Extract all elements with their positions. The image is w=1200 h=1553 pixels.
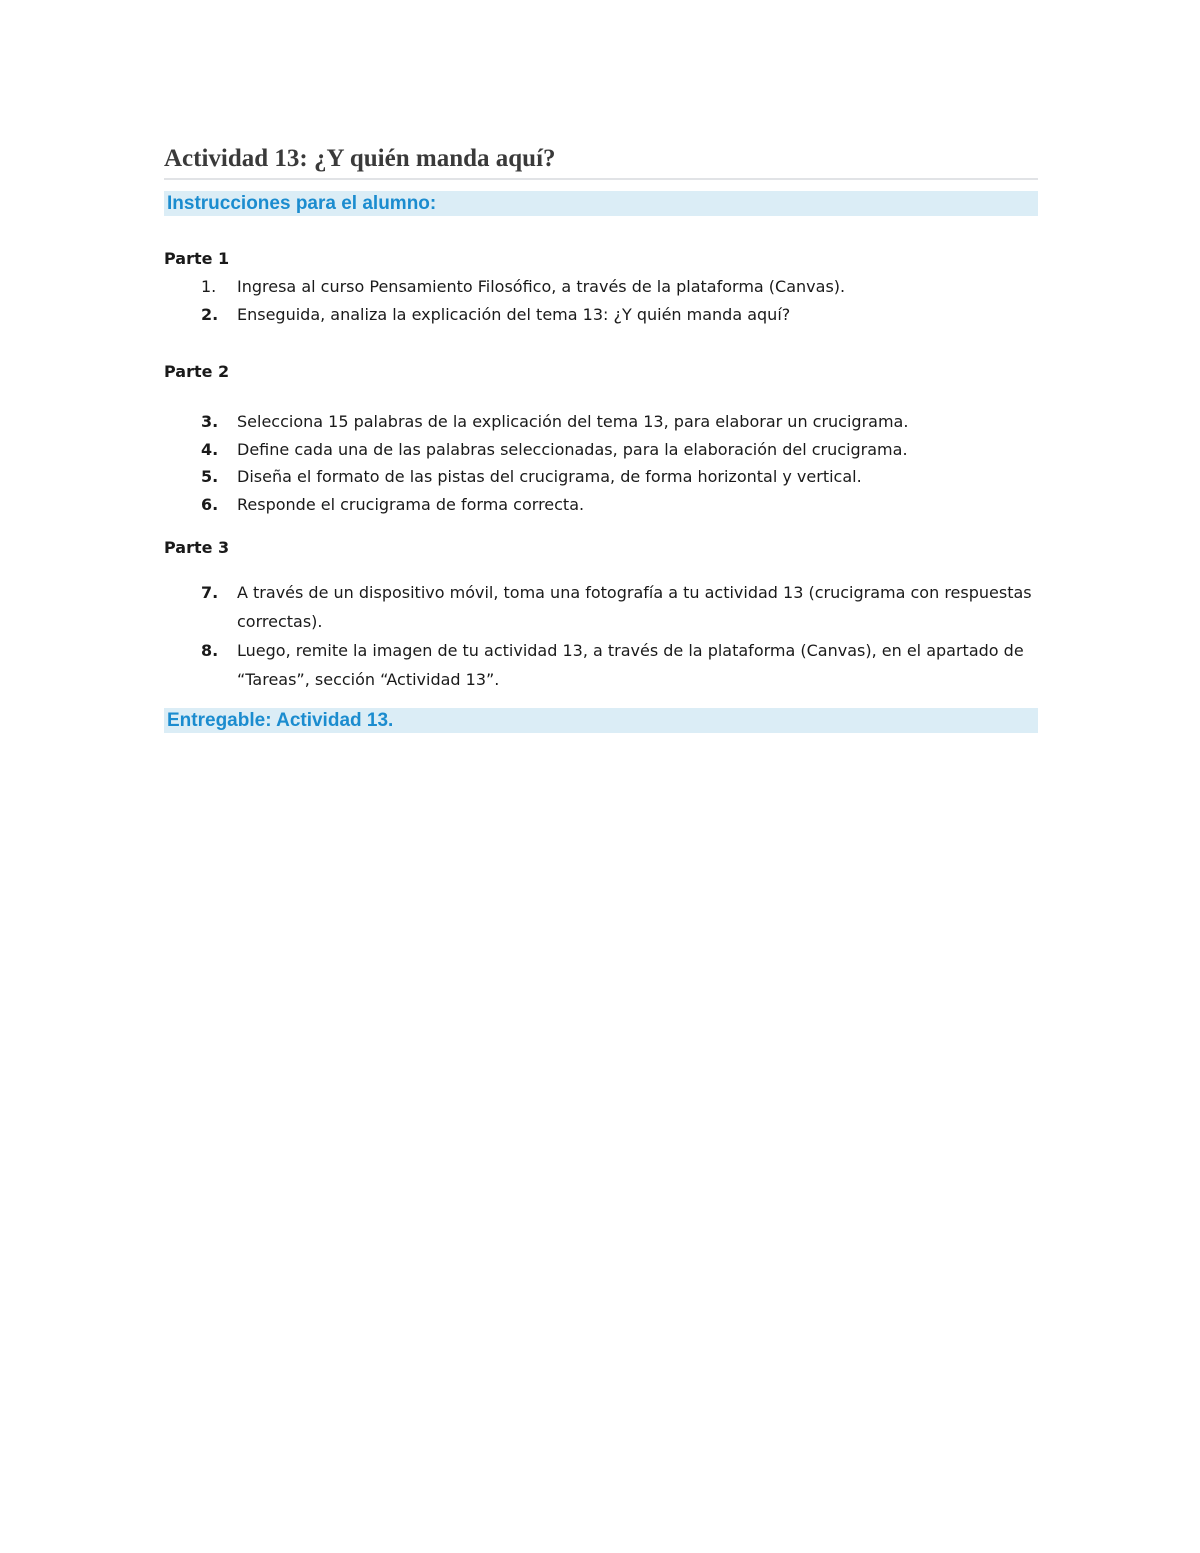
list-item bbox=[164, 463, 1038, 491]
list-item bbox=[164, 578, 1038, 636]
deliverable-heading: Entregable: Actividad 13. bbox=[164, 708, 1038, 733]
list-item-number: 7. bbox=[201, 583, 219, 602]
list-item-text: Define cada una de las palabras seleccionadas, para la elaboración del crucigrama. bbox=[237, 439, 908, 459]
list-item-number: 1. bbox=[201, 277, 217, 296]
list-item-number: 5. bbox=[201, 467, 219, 486]
list-item-number: 3. bbox=[201, 412, 219, 431]
list-item bbox=[164, 636, 1038, 694]
list-item-text: Enseguida, analiza la explicación del tema 13: ¿Y quién manda aquí? bbox=[237, 304, 791, 324]
list-item-number: 4. bbox=[201, 439, 219, 459]
part-1-list bbox=[164, 273, 1038, 328]
part-3-heading: Parte 3 bbox=[164, 538, 230, 557]
list-item-text: Responde el crucigrama de forma correcta. bbox=[237, 494, 585, 514]
part-1-heading: Parte 1 bbox=[164, 249, 230, 268]
list-item-text: Ingresa al curso Pensamiento Filosófico, a través de la plataforma (Canvas). bbox=[237, 277, 846, 296]
list-item bbox=[164, 273, 1038, 301]
document-page bbox=[164, 140, 1038, 733]
list-item-text: Diseña el formato de las pistas del crucigrama, de forma horizontal y vertical. bbox=[237, 467, 862, 486]
title-divider bbox=[164, 178, 1038, 180]
list-item-text: Selecciona 15 palabras de la explicación del tema 13, para elaborar un crucigrama. bbox=[237, 412, 909, 431]
part-2-list bbox=[164, 408, 1038, 518]
page-title: Actividad 13: ¿Y quién manda aquí? bbox=[164, 145, 556, 172]
list-item-number: 2. bbox=[201, 304, 219, 324]
list-item-number: 8. bbox=[201, 641, 219, 660]
list-item bbox=[164, 491, 1038, 519]
part-3-list bbox=[164, 578, 1038, 694]
instructions-heading: Instrucciones para el alumno: bbox=[164, 191, 1038, 216]
list-item bbox=[164, 408, 1038, 436]
list-item bbox=[164, 436, 1038, 464]
list-item-text: A través de un dispositivo móvil, toma una fotografía a tu actividad 13 (crucigrama con respuestas correctas). bbox=[237, 583, 1032, 631]
list-item bbox=[164, 301, 1038, 329]
list-item-number: 6. bbox=[201, 494, 219, 514]
list-item-text: Luego, remite la imagen de tu actividad 13, a través de la plataforma (Canvas), en el apartado de “Tareas”, sección “Actividad 13”. bbox=[237, 641, 1024, 689]
part-2-heading: Parte 2 bbox=[164, 362, 230, 381]
